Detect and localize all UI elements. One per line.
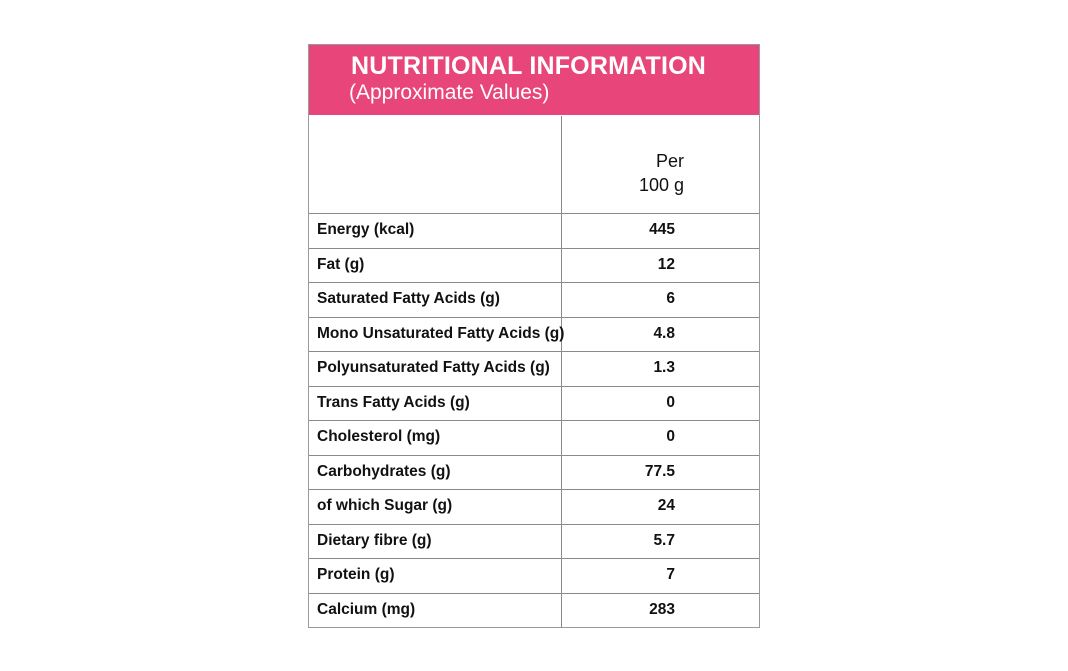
- nutrient-label: Polyunsaturated Fatty Acids (g): [317, 359, 550, 376]
- nutrient-label: Mono Unsaturated Fatty Acids (g): [317, 324, 565, 342]
- nutrient-value: 0: [666, 393, 675, 411]
- nutrient-label: Protein (g): [317, 566, 395, 583]
- table-row: [309, 351, 759, 386]
- nutrient-value: 6: [666, 290, 675, 307]
- panel-title: NUTRITIONAL INFORMATION: [351, 52, 707, 80]
- nutrient-value: 7: [666, 566, 675, 583]
- nutrient-label: Saturated Fatty Acids (g): [317, 290, 500, 307]
- nutrient-label: Carbohydrates (g): [317, 462, 451, 480]
- table-row: [309, 420, 759, 455]
- nutrient-value: 4.8: [653, 324, 675, 342]
- nutrition-panel: [308, 44, 760, 628]
- nutrition-table: [309, 213, 759, 627]
- table-row: [309, 213, 759, 248]
- nutrient-value: 5.7: [653, 531, 675, 549]
- nutrient-label: Cholesterol (mg): [317, 428, 441, 445]
- nutrient-label: of which Sugar (g): [317, 497, 453, 514]
- panel-subtitle: (Approximate Values): [349, 81, 550, 104]
- panel-header: [309, 45, 759, 115]
- nutrient-value: 283: [649, 600, 675, 618]
- nutrient-label: Fat (g): [317, 255, 365, 273]
- table-row: [309, 593, 759, 628]
- nutrient-value: 12: [657, 255, 675, 273]
- per-100g-header: Per 100 g: [639, 151, 685, 195]
- nutrient-value: 1.3: [653, 359, 675, 376]
- column-header-row: [309, 116, 759, 213]
- nutrient-label: Calcium (mg): [317, 600, 416, 618]
- table-row: [309, 524, 759, 559]
- nutrient-value: 24: [657, 497, 675, 514]
- table-row: [309, 455, 759, 490]
- table-row: [309, 558, 759, 593]
- nutrient-label: Energy (kcal): [317, 221, 415, 238]
- nutrient-value: 0: [666, 428, 675, 445]
- nutrient-label: Trans Fatty Acids (g): [317, 393, 470, 411]
- table-row: [309, 489, 759, 524]
- nutrient-value: 77.5: [644, 462, 675, 480]
- table-row: [309, 317, 759, 352]
- nutrient-value: 445: [649, 221, 675, 238]
- nutrient-label: Dietary fibre (g): [317, 531, 432, 549]
- table-row: [309, 248, 759, 283]
- table-row: [309, 386, 759, 421]
- table-row: [309, 282, 759, 317]
